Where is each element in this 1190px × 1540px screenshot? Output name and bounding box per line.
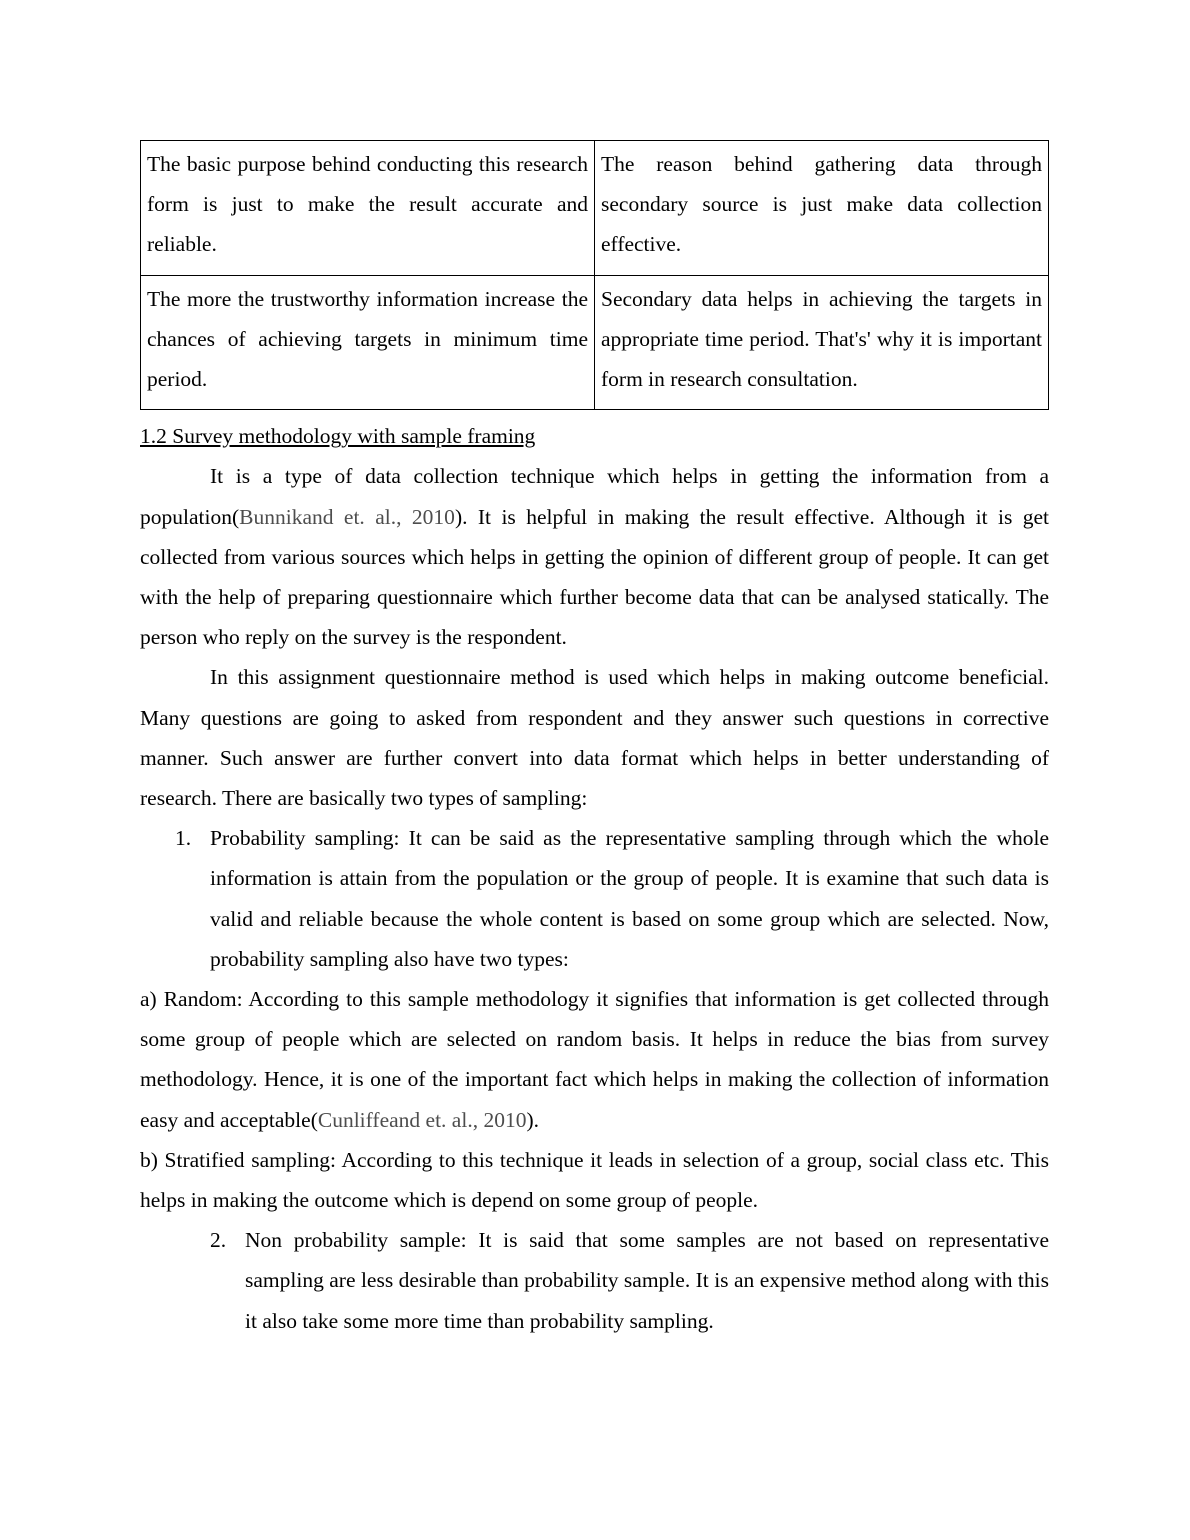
table-cell: The reason behind gathering data through secondary source is just make data collection effective. bbox=[595, 141, 1049, 276]
table-row bbox=[141, 141, 1049, 276]
comparison-table bbox=[140, 140, 1049, 410]
citation: Cunliffeand et. al., 2010 bbox=[317, 1107, 527, 1132]
list-item-probability bbox=[140, 818, 1049, 979]
section-heading: 1.2 Survey methodology with sample framing bbox=[140, 424, 536, 449]
table-cell: Secondary data helps in achieving the targets in appropriate time period. That's' why it is important form in research consultation. bbox=[595, 275, 1049, 410]
paragraph-text: It is a type of data collection technique which helps in getting the information from a population( bbox=[140, 464, 1049, 529]
list-number: 2. bbox=[210, 1228, 227, 1253]
list-item-text: Non probability sample: It is said that some samples are not based on representative sampling are less desirable than probability sample. It is an expensive method along with this it also take some more time than probability sampling. bbox=[245, 1228, 1049, 1333]
paragraph-stratified: b) Stratified sampling: According to this technique it leads in selection of a group, social class etc. This helps in making the outcome which is depend on some group of people. bbox=[140, 1147, 1049, 1213]
list-item-text: Probability sampling: It can be said as the representative sampling through which the whole information is attain from the population or the group of people. It is examine that such data is valid and reliable because the whole content is based on some group which are selected. Now, probability sampling also have two types: bbox=[210, 826, 1049, 971]
list-item-non-probability bbox=[140, 1220, 1049, 1341]
paragraph-random bbox=[140, 979, 1049, 1140]
paragraph-text: ). It is helpful in making the result effective. Although it is get collected from various sources which helps in getting the opinion of different group of people. It can get with the help of preparing questionnaire which further become data that can be analysed statically. The person who reply on the survey is the respondent. bbox=[140, 504, 1050, 650]
paragraph-text: ). bbox=[526, 1107, 539, 1132]
table-row bbox=[141, 275, 1049, 410]
citation: Bunnikand et. al., 2010 bbox=[239, 504, 455, 529]
table-cell: The more the trustworthy information increase the chances of achieving targets in minimum time period. bbox=[141, 275, 595, 410]
table-cell: The basic purpose behind conducting this research form is just to make the result accurate and reliable. bbox=[141, 141, 595, 276]
paragraph-text: a) Random: According to this sample methodology it signifies that information is get collected through some group of people which are selected on random basis. It helps in reduce the bias from survey methodology. Hence, it is one of the important fact which helps in making the collection of information easy and acceptable( bbox=[140, 987, 1049, 1132]
paragraph-questionnaire: In this assignment questionnaire method is used which helps in making outcome beneficial. Many questions are going to asked from respondent and they answer such questions in corrective manner. Such answer are further convert into data format which helps in better understanding of research. There are basically two types of sampling: bbox=[140, 665, 1049, 811]
paragraph-survey-definition bbox=[140, 456, 1049, 657]
document-page bbox=[140, 140, 1049, 1341]
list-number: 1. bbox=[175, 826, 192, 851]
